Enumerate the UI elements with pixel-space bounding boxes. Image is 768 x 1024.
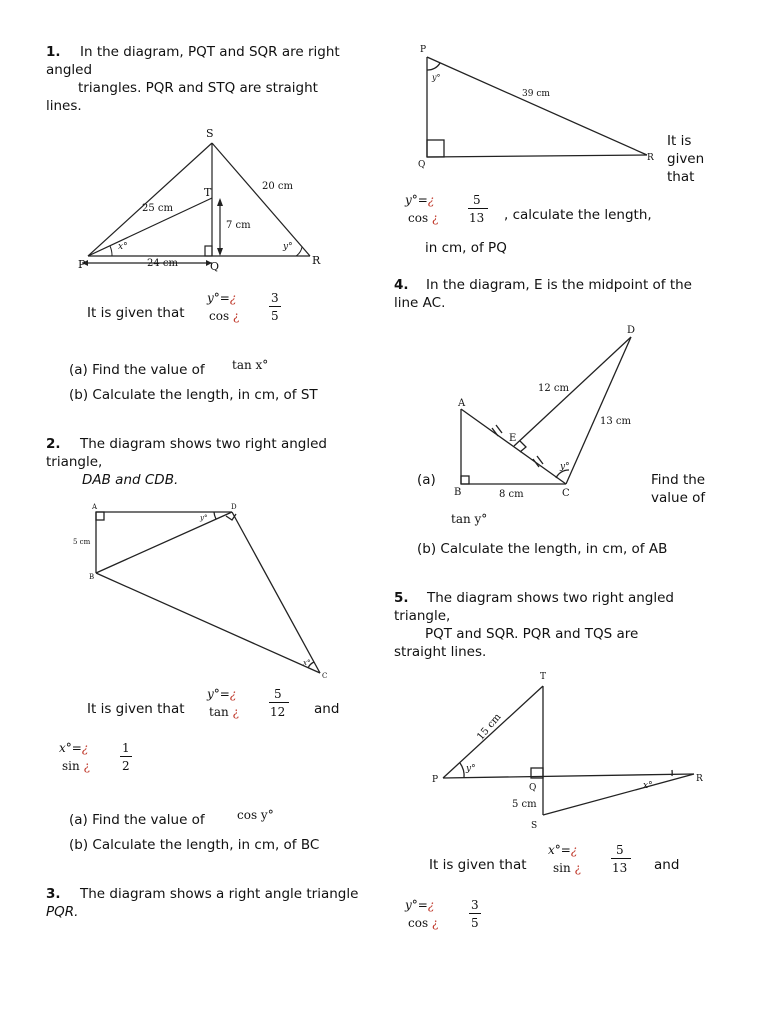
- q5-label-q: Q: [529, 783, 537, 793]
- q4-part-a-right2: value of: [651, 490, 706, 506]
- q5-given-text: It is given that: [429, 857, 527, 873]
- q2-f2-num: 1: [122, 741, 130, 755]
- q2-line2: triangle,: [46, 454, 103, 470]
- q1-fraction-num: 3: [271, 291, 279, 305]
- q3-number: 3.: [46, 886, 61, 902]
- q1-label-pq: 24 cm: [147, 258, 178, 269]
- q1-angle-x: x°: [118, 242, 128, 252]
- q5-f1-bottom: sin ¿: [553, 861, 581, 875]
- q2-part-b: (b) Calculate the length, in cm, of BC: [69, 837, 320, 853]
- q1-formula-top: y°=¿: [207, 291, 237, 305]
- q1-part-b: (b) Calculate the length, in cm, of ST: [69, 387, 318, 403]
- q1-label-p: P: [78, 258, 86, 271]
- q1-part-a: (a) Find the value of: [69, 362, 205, 378]
- q4-label-ed: 12 cm: [538, 383, 569, 394]
- q4-label-b: B: [454, 487, 462, 498]
- q4-label-dc: 13 cm: [600, 416, 631, 427]
- q3-formula-top: y°=¿: [405, 193, 435, 207]
- q3-label-r: R: [647, 153, 654, 163]
- q1-label-pt: 25 cm: [142, 203, 173, 214]
- q2-part-a-expr: cos y°: [237, 808, 274, 822]
- q3-fraction-num: 5: [473, 193, 481, 207]
- q4-label-d: D: [627, 325, 636, 336]
- q3-label-p: P: [420, 45, 427, 55]
- q3-fraction-den: 13: [469, 211, 485, 225]
- q1-label-t: T: [204, 186, 212, 199]
- q5-f2-bottom: cos ¿: [408, 916, 439, 930]
- q1-line3: triangles. PQR and STQ are straight: [78, 80, 318, 96]
- q2-angle-y: y°: [200, 514, 208, 522]
- q2-f1-den: 12: [270, 705, 286, 719]
- q5-f1-den: 13: [612, 861, 628, 875]
- q2-f1-top: y°=¿: [207, 687, 237, 701]
- q5-label-qs: 5 cm: [512, 799, 537, 810]
- q4-line2: line AC.: [394, 295, 446, 311]
- q5-angle-x: x°: [643, 781, 653, 791]
- q5-line4: straight lines.: [394, 644, 487, 660]
- q3-line2: PQR.: [46, 904, 79, 920]
- q3-calc: , calculate the length,: [504, 207, 652, 223]
- q2-angle-x: x°: [303, 659, 311, 667]
- q4-number: 4.: [394, 277, 409, 293]
- q2-label-d: D: [231, 503, 237, 511]
- q5-f1-num: 5: [616, 843, 624, 857]
- q4-label-e: E: [509, 433, 517, 444]
- q4-part-a: (a): [417, 472, 436, 488]
- q3-label-q: Q: [418, 160, 426, 170]
- q1-label-tq: 7 cm: [226, 220, 251, 231]
- q1-label-s: S: [206, 127, 214, 140]
- q2-f2-bottom: sin ¿: [62, 759, 90, 773]
- q3-line1: The diagram shows a right angle triangle: [80, 886, 359, 902]
- q1-line4: lines.: [46, 98, 82, 114]
- q4-part-a-right1: Find the: [651, 472, 706, 488]
- q4-part-b: (b) Calculate the length, in cm, of AB: [417, 541, 668, 557]
- q5-f2-top: y°=¿: [405, 898, 435, 912]
- q5-line1: The diagram shows two right angled: [427, 590, 674, 606]
- q5-label-r: R: [696, 774, 703, 784]
- q2-part-a: (a) Find the value of: [69, 812, 205, 828]
- q2-line3: DAB and CDB.: [82, 472, 179, 488]
- q5-and: and: [654, 857, 680, 873]
- q2-number: 2.: [46, 436, 61, 452]
- q1-fraction-den: 5: [271, 309, 279, 323]
- q5-number: 5.: [394, 590, 409, 606]
- q4-label-bc: 8 cm: [499, 489, 524, 500]
- q1-label-q: Q: [210, 260, 220, 273]
- q2-f1-num: 5: [274, 687, 282, 701]
- q3-given-2: given: [667, 151, 705, 167]
- q5-f2-den: 5: [471, 916, 479, 930]
- q5-label-t: T: [540, 672, 547, 682]
- q3-angle-y: y°: [432, 73, 441, 82]
- q4-label-a: A: [458, 398, 466, 409]
- q2-label-a: A: [92, 503, 98, 511]
- q3-calc-2: in cm, of PQ: [425, 240, 507, 256]
- q2-and: and: [314, 701, 340, 717]
- q2-f2-den: 2: [122, 759, 130, 773]
- q3-formula-bottom: cos ¿: [408, 211, 439, 225]
- q1-given-text: It is given that: [87, 305, 185, 321]
- q5-label-s: S: [531, 821, 538, 831]
- q5-angle-y: y°: [466, 764, 476, 774]
- q1-formula-bottom: cos ¿: [209, 309, 240, 323]
- q2-label-ab: 5 cm: [73, 538, 91, 546]
- q2-label-b: B: [89, 573, 95, 581]
- q2-line1: The diagram shows two right angled: [80, 436, 327, 452]
- q5-label-pt: 15 cm: [475, 711, 504, 743]
- q2-given-text: It is given that: [87, 701, 185, 717]
- q4-part-a-expr: tan y°: [451, 512, 488, 526]
- q3-label-pr: 39 cm: [522, 89, 550, 99]
- q5-f1-top: x°=¿: [548, 843, 578, 857]
- q3-given-3: that: [667, 169, 695, 185]
- q1-number: 1.: [46, 44, 61, 60]
- q4-line1: In the diagram, E is the midpoint of the: [426, 277, 692, 293]
- q2-f2-top: x°=¿: [59, 741, 89, 755]
- q3-given-1: It is: [667, 133, 692, 149]
- q5-line3: PQT and SQR. PQR and TQS are: [425, 626, 639, 642]
- q2-label-c: C: [322, 672, 328, 680]
- q5-label-p: P: [432, 775, 439, 785]
- q5-line2: triangle,: [394, 608, 451, 624]
- q1-angle-y: y°: [283, 242, 293, 252]
- q4-label-c: C: [562, 488, 570, 499]
- q2-f1-bottom: tan ¿: [209, 705, 239, 719]
- q5-f2-num: 3: [471, 898, 479, 912]
- q1-part-a-expr: tan x°: [232, 358, 269, 372]
- q4-angle-y: y°: [560, 462, 570, 472]
- q1-line2: angled: [46, 62, 93, 78]
- q1-line1: In the diagram, PQT and SQR are right: [80, 44, 340, 60]
- q1-label-r: R: [312, 254, 321, 267]
- q1-label-sr: 20 cm: [262, 181, 293, 192]
